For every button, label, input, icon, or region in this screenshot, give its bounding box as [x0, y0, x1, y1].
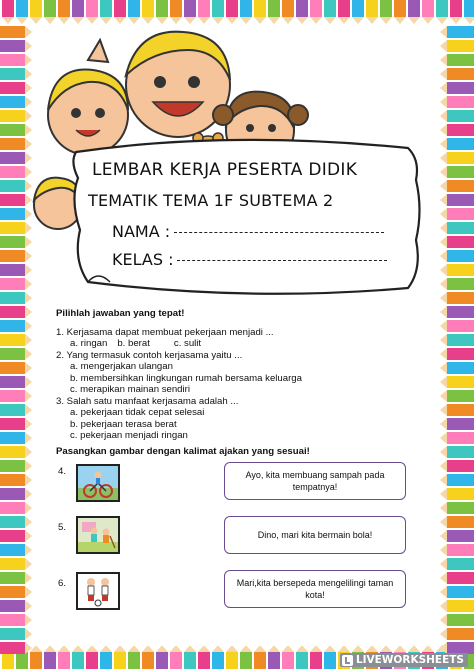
pencil-icon [282, 645, 294, 669]
sentence-text: Ayo, kita membuang sampah pada tempatnya! [245, 470, 385, 492]
pencil-icon [0, 502, 32, 514]
pencil-icon [128, 645, 140, 669]
pencil-icon [440, 446, 474, 458]
answer-option[interactable]: b. membersihkan lingkungan rumah bersama keluarga [70, 372, 302, 384]
pencil-icon [440, 432, 474, 444]
pencil-icon [44, 645, 56, 669]
pencil-icon [440, 516, 474, 528]
section2-instruction: Pasangkan gambar dengan kalimat ajakan yang sesuai! [56, 446, 310, 457]
pencil-icon [0, 544, 32, 556]
pencil-icon [440, 614, 474, 626]
answer-option[interactable]: c. sulit [173, 338, 202, 349]
pencil-icon [0, 418, 32, 430]
pencil-icon [450, 0, 462, 24]
pencil-icon [440, 558, 474, 570]
pencil-icon [198, 645, 210, 669]
sentence-box-1[interactable] [224, 462, 406, 500]
pencil-icon [440, 418, 474, 430]
brand-text: LIVEWORKSHEETS [355, 654, 464, 666]
pencil-icon [0, 390, 32, 402]
pencil-icon [440, 404, 474, 416]
pencil-icon [440, 600, 474, 612]
pencil-icon [440, 474, 474, 486]
pencil-icon [440, 460, 474, 472]
pencil-icon [440, 320, 474, 332]
pencil-icon [0, 586, 32, 598]
pencil-icon [254, 645, 266, 669]
pencil-icon [226, 645, 238, 669]
item-number-4: 4. [58, 466, 67, 477]
answer-option[interactable]: b. berat [117, 338, 150, 349]
name-dashed-line [174, 232, 384, 233]
pencil-icon [440, 362, 474, 374]
pencil-icon [0, 572, 32, 584]
section1-instruction: Pilihlah jawaban yang tepat! [56, 308, 185, 319]
pencil-icon [0, 600, 32, 612]
pencil-icon [440, 572, 474, 584]
pencil-icon [58, 645, 70, 669]
pencil-icon [0, 362, 32, 374]
pencil-icon [0, 432, 32, 444]
sentence-box-2[interactable] [224, 516, 406, 554]
answer-option[interactable]: a. pekerjaan tidak cepat selesai [70, 407, 205, 418]
pencil-icon [156, 645, 168, 669]
answer-option[interactable]: c. merapikan mainan sendiri [70, 384, 190, 395]
answer-option[interactable]: a. ringan [70, 338, 108, 349]
pencil-icon [440, 502, 474, 514]
answer-option[interactable]: b. pekerjaan terasa berat [70, 418, 177, 430]
pencil-icon [0, 474, 32, 486]
question-2: 2. Yang termasuk contoh kerjasama yaitu ... [56, 349, 243, 361]
pencil-icon [212, 645, 224, 669]
pencil-icon [100, 645, 112, 669]
pencil-icon [0, 614, 32, 626]
pencil-icon [0, 334, 32, 346]
pencil-icon [440, 348, 474, 360]
pencil-icon [296, 645, 308, 669]
pencil-icon [0, 348, 32, 360]
answer-option[interactable]: a. mengerjakan ulangan [70, 361, 173, 372]
multiple-choice-section [56, 308, 426, 442]
pencil-icon [16, 0, 28, 24]
question-1-options [56, 338, 426, 350]
children-cleaning-picture[interactable] [76, 516, 120, 554]
sentence-text: Mari,kita bersepeda mengelilingi taman kota! [236, 578, 394, 600]
pencil-icon [184, 645, 196, 669]
question-3: 3. Salah satu manfaat kerjasama adalah ... [56, 395, 239, 407]
children-cycling-picture[interactable] [76, 464, 120, 502]
pencil-icon [440, 530, 474, 542]
pencil-icon [86, 645, 98, 669]
pencil-icon [2, 0, 14, 24]
pencil-icon [324, 645, 336, 669]
class-field[interactable] [112, 250, 387, 269]
pencil-icon [142, 645, 154, 669]
pencil-icon [170, 645, 182, 669]
pencil-icon [440, 628, 474, 640]
pencil-icon [440, 544, 474, 556]
pencil-icon [30, 645, 42, 669]
name-label: NAMA : [112, 222, 171, 241]
pencil-icon [240, 645, 252, 669]
sentence-text: Dino, mari kita bermain bola! [257, 530, 373, 540]
pencil-icon [310, 645, 322, 669]
pencil-icon [0, 516, 32, 528]
pencil-icon [0, 460, 32, 472]
question-1: 1. Kerjasama dapat membuat pekerjaan menjadi ... [56, 326, 274, 338]
worksheet-theme: TEMATIK TEMA 1F SUBTEMA 2 [88, 191, 334, 210]
worksheet-title: LEMBAR KERJA PESERTA DIDIK [92, 160, 358, 180]
item-number-6: 6. [58, 578, 67, 589]
children-playing-ball-picture[interactable] [76, 572, 120, 610]
answer-option[interactable]: c. pekerjaan menjadi ringan [70, 430, 188, 441]
sentence-box-3[interactable] [224, 570, 406, 608]
pencil-icon [0, 446, 32, 458]
pencil-icon [440, 586, 474, 598]
pencil-icon [0, 530, 32, 542]
pencil-icon [0, 488, 32, 500]
class-dashed-line [177, 260, 387, 261]
name-field[interactable] [112, 222, 384, 241]
pencil-icon [0, 376, 32, 388]
pencil-icon [0, 404, 32, 416]
kid-girl-left-icon [48, 70, 128, 156]
pencil-icon [0, 558, 32, 570]
pencil-icon [0, 320, 32, 332]
pencil-icon [440, 488, 474, 500]
item-number-5: 5. [58, 522, 67, 533]
pencil-icon [440, 376, 474, 388]
pencil-icon [114, 645, 126, 669]
liveworksheets-logo-icon [342, 655, 353, 666]
pencil-icon [440, 334, 474, 346]
pencil-icon [268, 645, 280, 669]
pencil-icon [440, 390, 474, 402]
pencil-icon [72, 645, 84, 669]
pencil-icon [464, 0, 474, 24]
pencil-icon [0, 628, 32, 640]
liveworksheets-brand [340, 653, 468, 667]
class-label: KELAS : [112, 250, 174, 269]
